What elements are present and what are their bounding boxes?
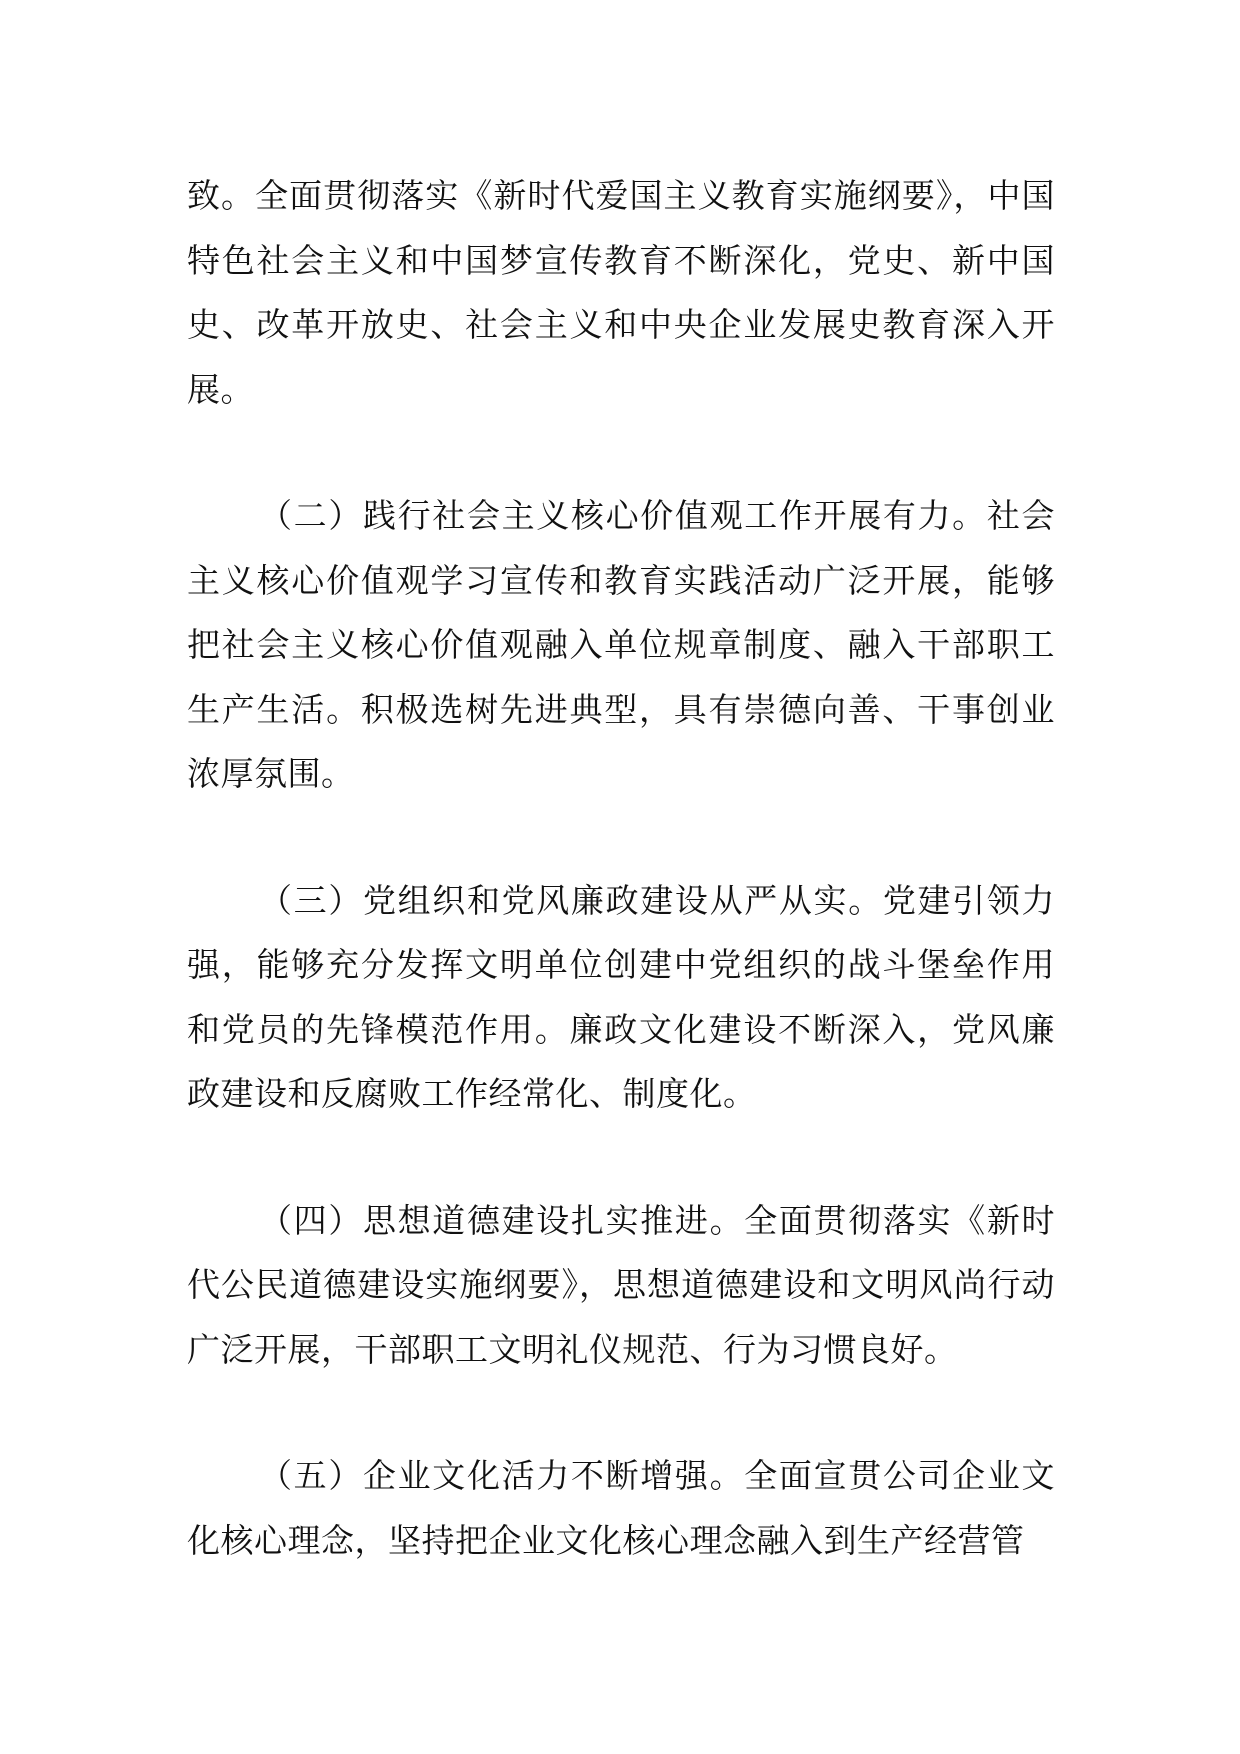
paragraph-continued: 致。全面贯彻落实《新时代爱国主义教育实施纲要》，中国特色社会主义和中国梦宣传教育不断深化，党史、新中国史、改革开放史、社会主义和中央企业发展史教育深入开展。 xyxy=(187,176,1055,409)
paragraph-section-3: （三）党组织和党风廉政建设从严从实。党建引领力强，能够充分发挥文明单位创建中党组织的战斗堡垒作用和党员的先锋模范作用。廉政文化建设不断深入，党风廉政建设和反腐败工作经常化、制度化。 xyxy=(187,880,1055,1113)
paragraph-section-4: （四）思想道德建设扎实推进。全面贯彻落实《新时代公民道德建设实施纲要》，思想道德建设和文明风尚行动广泛开展，干部职工文明礼仪规范、行为习惯良好。 xyxy=(187,1200,1055,1369)
document-body xyxy=(187,164,1055,1573)
paragraph-section-2: （二）践行社会主义核心价值观工作开展有力。社会主义核心价值观学习宣传和教育实践活动广泛开展，能够把社会主义核心价值观融入单位规章制度、融入干部职工生产生活。积极选树先进典型，具有崇德向善、干事创业浓厚氛围。 xyxy=(187,496,1055,793)
paragraph-section-5: （五）企业文化活力不断增强。全面宣贯公司企业文化核心理念，坚持把企业文化核心理念融入到生产经营管 xyxy=(187,1456,1055,1560)
